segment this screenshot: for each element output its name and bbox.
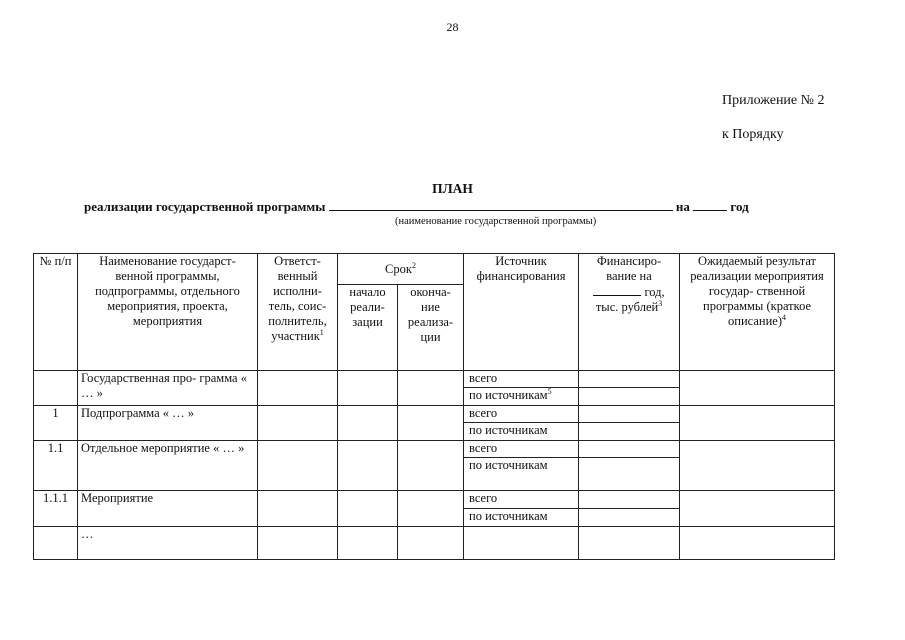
cell-result: [680, 491, 835, 527]
row-num: 1.1: [34, 441, 78, 491]
cell-funding: [579, 458, 680, 491]
cell-funding: [579, 371, 680, 388]
year-blank: [693, 199, 727, 211]
header-end: оконча- ние реализа- ции: [398, 285, 464, 371]
row-num: 1.1.1: [34, 491, 78, 527]
cell-result: [680, 441, 835, 491]
document-title: ПЛАН: [432, 181, 473, 196]
header-funding-blank: [593, 284, 641, 296]
row-name: Отдельное мероприятие « … »: [78, 441, 258, 491]
header-source: Источник финансирования: [464, 254, 579, 371]
source-total: всего: [464, 441, 579, 458]
header-term: [338, 254, 464, 285]
cell-result: [680, 406, 835, 441]
subtitle-mid: на: [675, 199, 690, 214]
header-executor: [258, 254, 338, 371]
document-subtitle: [84, 199, 749, 215]
note-5: 5: [547, 386, 552, 396]
table-row: [34, 491, 835, 509]
row-num: 1: [34, 406, 78, 441]
cell-executor: [258, 441, 338, 491]
order-reference: к Порядку: [722, 127, 784, 142]
header-funding-suffix: год, тыс. рублей: [595, 285, 665, 314]
subtitle-prefix: реализации государственной программы: [84, 199, 326, 214]
cell-funding: [579, 423, 680, 441]
row-num: [34, 527, 78, 560]
note-4: 4: [782, 312, 786, 322]
table-row: [34, 406, 835, 423]
row-name: Мероприятие: [78, 491, 258, 527]
cell-start: [338, 491, 398, 527]
source-by: по источникам: [464, 458, 579, 491]
cell-funding: [579, 388, 680, 406]
row-name: …: [78, 527, 258, 560]
cell-funding: [579, 406, 680, 423]
cell-result: [680, 527, 835, 560]
note-3: 3: [658, 298, 663, 308]
header-start: начало реали- зации: [338, 285, 398, 371]
source-by: по источникам: [464, 509, 579, 527]
cell-end: [398, 491, 464, 527]
table-row: [34, 441, 835, 458]
cell-funding: [579, 527, 680, 560]
subtitle-suffix: год: [730, 199, 749, 214]
source-by: [464, 388, 579, 406]
cell-funding: [579, 491, 680, 509]
cell-funding: [579, 441, 680, 458]
header-term-text: Срок: [385, 261, 412, 276]
cell-executor: [258, 371, 338, 406]
note-1: 1: [319, 327, 324, 337]
table-row: [34, 371, 835, 388]
cell-start: [338, 527, 398, 560]
header-result-text: Ожидаемый результат реализации мероприятия государ- ственной программы (краткое описание): [690, 254, 824, 328]
header-row: [34, 254, 835, 285]
program-name-blank: [329, 199, 673, 211]
source-by-text: по источникам: [469, 388, 548, 402]
header-funding-prefix: Финансиро- вание на: [596, 254, 662, 283]
cell-end: [398, 406, 464, 441]
cell-end: [398, 371, 464, 406]
header-result: [680, 254, 835, 371]
source-by: по источникам: [464, 423, 579, 441]
page-number: 28: [446, 20, 459, 34]
cell-result: [680, 371, 835, 406]
cell-start: [338, 441, 398, 491]
row-name: Государственная про- грамма « … »: [78, 371, 258, 406]
source-total: всего: [464, 406, 579, 423]
row-num: [34, 371, 78, 406]
cell-executor: [258, 527, 338, 560]
cell-start: [338, 371, 398, 406]
source-total: всего: [464, 491, 579, 509]
row-name: Подпрограмма « … »: [78, 406, 258, 441]
plan-table: [33, 253, 835, 560]
header-funding: [579, 254, 680, 371]
appendix-label: Приложение № 2: [722, 93, 825, 108]
note-2: 2: [411, 260, 416, 270]
header-executor-text: Ответст- венный исполни- тель, соис- полнитель, участник: [268, 254, 327, 343]
cell-executor: [258, 406, 338, 441]
cell-source: [464, 527, 579, 560]
header-name: Наименование государст- венной программы, подпрограммы, отдельного мероприятия, проекта, мероприятия: [78, 254, 258, 371]
program-name-caption: (наименование государственной программы): [395, 216, 597, 227]
cell-executor: [258, 491, 338, 527]
source-total: всего: [464, 371, 579, 388]
cell-end: [398, 527, 464, 560]
cell-funding: [579, 509, 680, 527]
cell-start: [338, 406, 398, 441]
table-row: [34, 527, 835, 560]
header-num: № п/п: [34, 254, 78, 371]
cell-end: [398, 441, 464, 491]
